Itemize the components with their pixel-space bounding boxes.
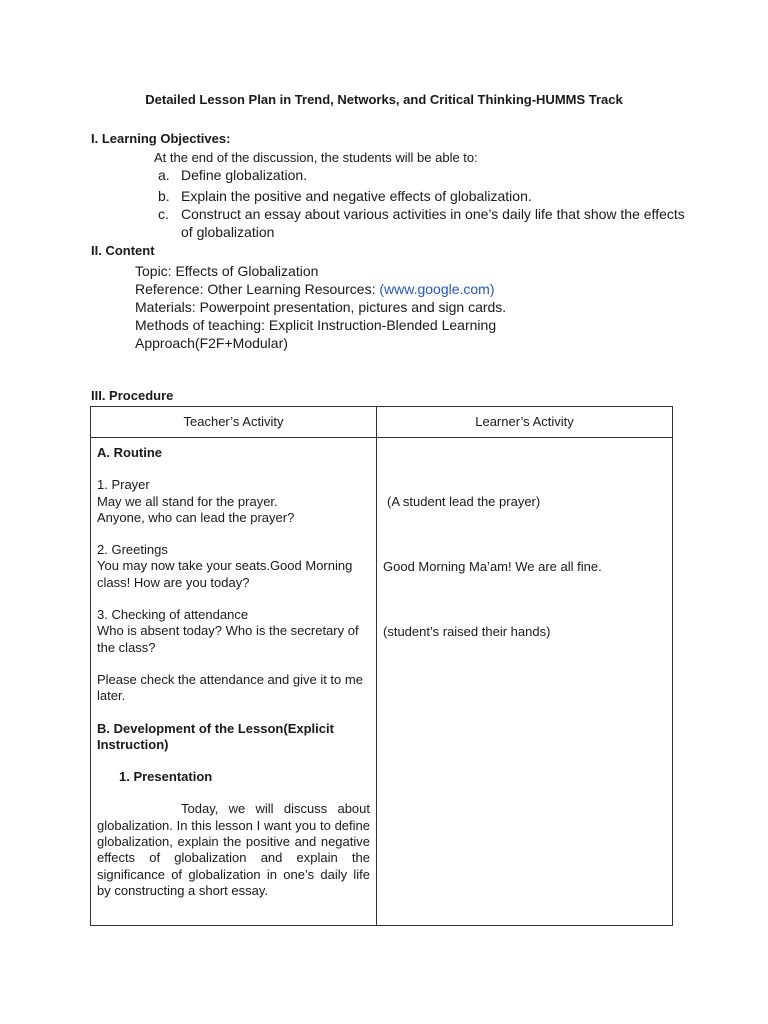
objectives-intro: At the end of the discussion, the students will be able to:	[154, 150, 478, 165]
content-heading: II. Content	[91, 243, 155, 258]
objective-item	[158, 166, 688, 184]
objectives-list	[158, 166, 688, 241]
table-row	[91, 438, 673, 926]
development-heading: B. Development of the Lesson(Explicit Instruction)	[97, 720, 334, 752]
learner-greeting-response: Good Morning Ma’am! We are all fine.	[383, 559, 602, 574]
attendance-text: Please check the attendance and give it to me later.	[97, 671, 363, 704]
reference-link[interactable]: (www.google.com)	[379, 281, 495, 297]
teacher-activity-cell	[91, 438, 377, 926]
content-methods: Methods of teaching: Explicit Instruction-Blended Learning Approach(F2F+Modular)	[135, 317, 497, 351]
reference-label: Reference: Other Learning Resources:	[135, 281, 380, 297]
objective-marker: b.	[158, 188, 170, 204]
objective-item	[158, 205, 688, 241]
objective-text: Construct an essay about various activities in one’s daily life that show the effects of globalization	[181, 206, 685, 240]
learner-attendance-response: (student’s raised their hands)	[383, 624, 551, 639]
attendance-text: Who is absent today? Who is the secretary of the class?	[97, 623, 359, 655]
content-section	[135, 262, 555, 352]
prayer-line: Anyone, who can lead the prayer?	[97, 509, 295, 525]
content-materials: Materials: Powerpoint presentation, pictures and sign cards.	[135, 299, 507, 315]
learner-activity-cell	[377, 438, 673, 926]
document-title: Detailed Lesson Plan in Trend, Networks, and Critical Thinking-HUMMS Track	[145, 92, 623, 107]
teacher-activity-header: Teacher’s Activity	[91, 407, 377, 438]
objective-item	[158, 187, 688, 205]
table-header-row	[91, 407, 673, 438]
learner-prayer-response: (A student lead the prayer)	[387, 494, 541, 509]
routine-heading: A. Routine	[97, 445, 162, 460]
attendance-title: 3. Checking of attendance	[97, 607, 249, 623]
greetings-title: 2. Greetings	[97, 542, 168, 558]
learner-activity-header: Learner’s Activity	[377, 407, 673, 438]
prayer-line: May we all stand for the prayer.	[97, 493, 278, 509]
presentation-heading: 1. Presentation	[119, 769, 213, 785]
content-reference	[135, 280, 555, 298]
procedure-table	[90, 406, 673, 926]
objective-marker: a.	[158, 167, 170, 183]
prayer-title: 1. Prayer	[97, 477, 150, 493]
content-topic: Topic: Effects of Globalization	[135, 263, 319, 279]
objective-marker: c.	[158, 206, 169, 222]
presentation-text: Today, we will discuss about globalization. In this lesson I want you to define globalization, explain the positive and negative effects of globalization and explain the significance of globalization in one’s daily life by constructing a short essay.	[97, 801, 370, 898]
greetings-text: You may now take your seats.Good Morning class! How are you today?	[97, 558, 353, 590]
procedure-heading: III. Procedure	[91, 388, 174, 403]
objectives-heading: I. Learning Objectives:	[91, 131, 231, 146]
objective-text: Explain the positive and negative effects of globalization.	[181, 188, 532, 204]
objective-text: Define globalization.	[181, 167, 308, 183]
